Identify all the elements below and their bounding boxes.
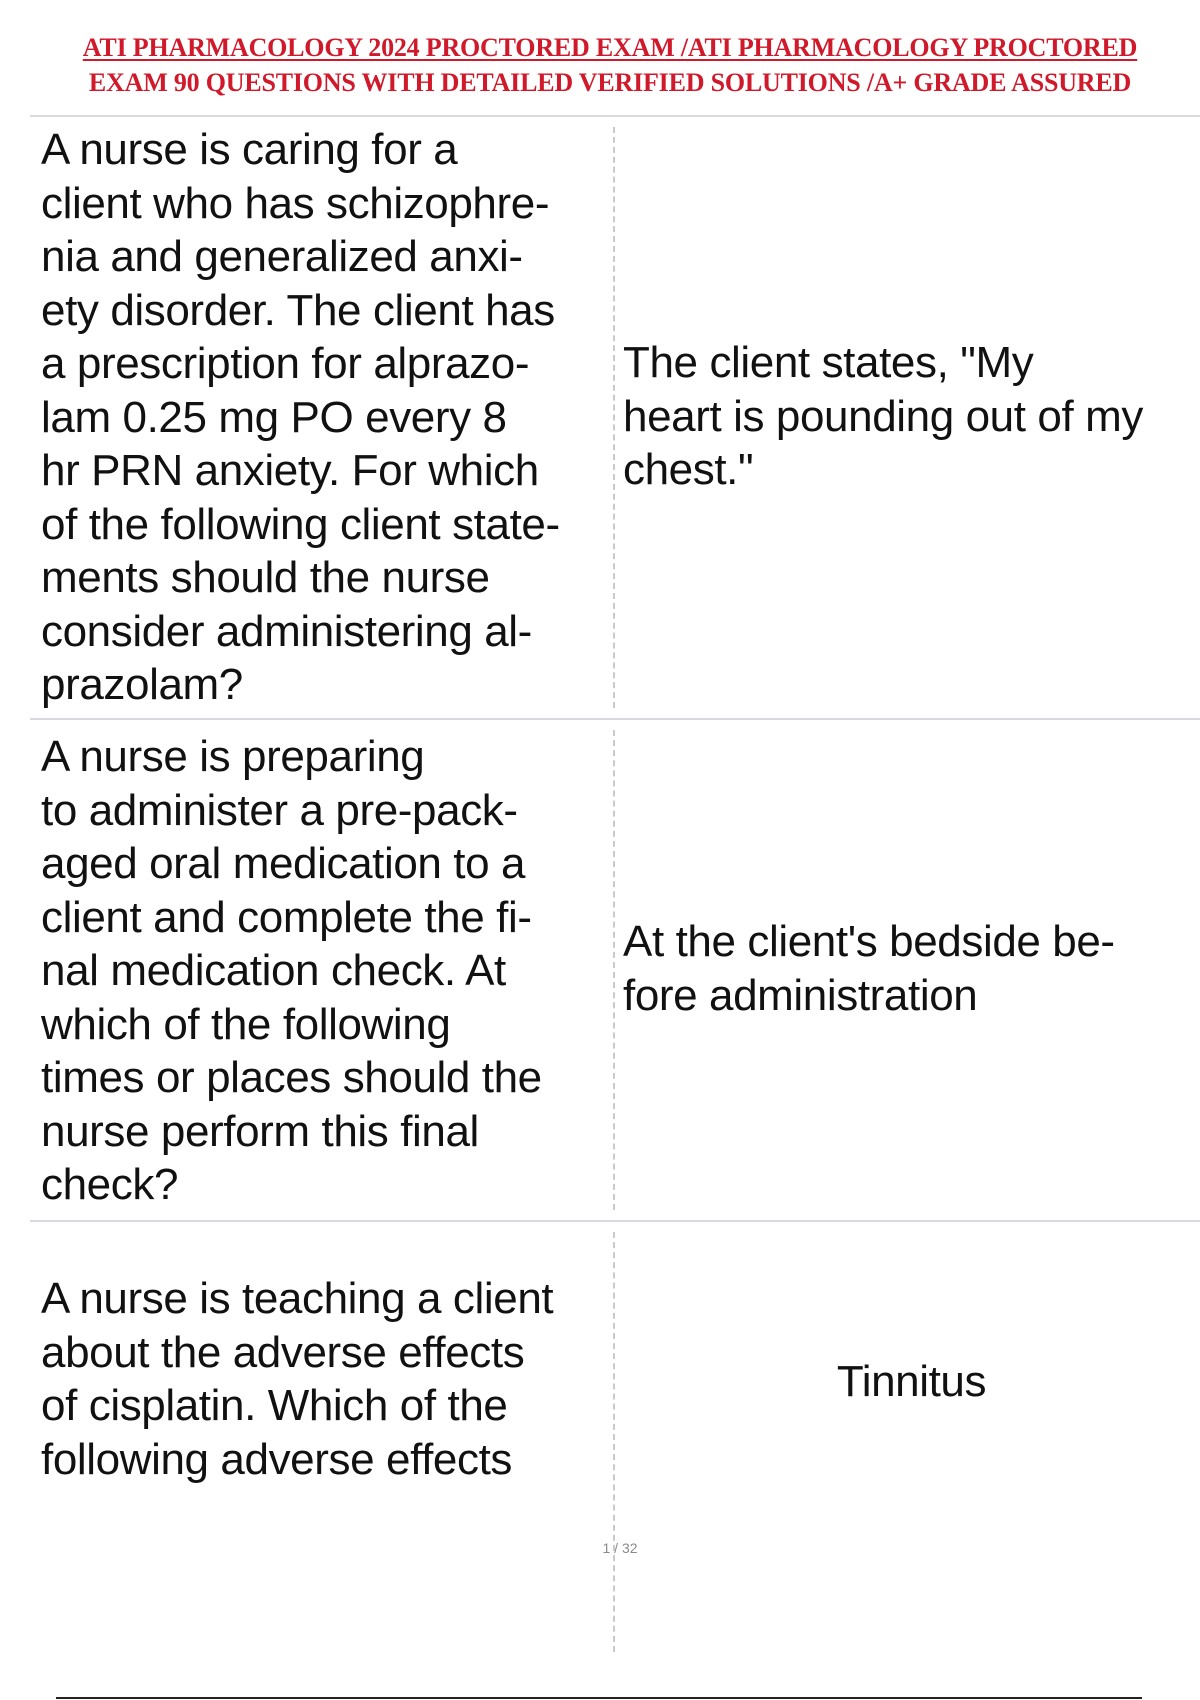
answer-text: The client states, "My heart is pounding out of my chest." bbox=[623, 338, 1143, 494]
flashcard-row bbox=[30, 720, 1200, 1222]
document-title bbox=[30, 30, 1190, 100]
flashcard-row bbox=[30, 117, 1200, 720]
flashcard-row bbox=[30, 1222, 1200, 1652]
document-title-line-2: EXAM 90 QUESTIONS WITH DETAILED VERIFIED SOLUTIONS /A+ GRADE ASSURED bbox=[88, 68, 1132, 97]
page-indicator: 1 / 32 bbox=[602, 1540, 638, 1556]
footer-divider bbox=[56, 1697, 1142, 1699]
column-divider bbox=[613, 127, 615, 708]
column-divider bbox=[613, 1232, 615, 1652]
question-text: A nurse is preparing to administer a pre-pack- aged oral medication to a client and complete the fi- nal medication check. At which of the following times or places should the nurse perform this final check? bbox=[41, 732, 542, 1209]
answer-text: At the client's bedside be- fore administration bbox=[623, 917, 1115, 1020]
question-text: A nurse is caring for a client who has schizophre- nia and generalized anxi- ety disorder. The client has a prescription for alprazo- lam 0.25 mg PO every 8 hr PRN anxiety. For which of the following client state- ments should the nurse consider administering al- prazolam? bbox=[41, 125, 560, 709]
column-divider bbox=[613, 730, 615, 1210]
question-text: A nurse is teaching a client about the adverse effects of cisplatin. Which of the following adverse effects bbox=[41, 1274, 554, 1484]
document-title-line-1: ATI PHARMACOLOGY 2024 PROCTORED EXAM /ATI PHARMACOLOGY PROCTORED bbox=[82, 33, 1138, 62]
answer-text: Tinnitus bbox=[836, 1357, 987, 1406]
